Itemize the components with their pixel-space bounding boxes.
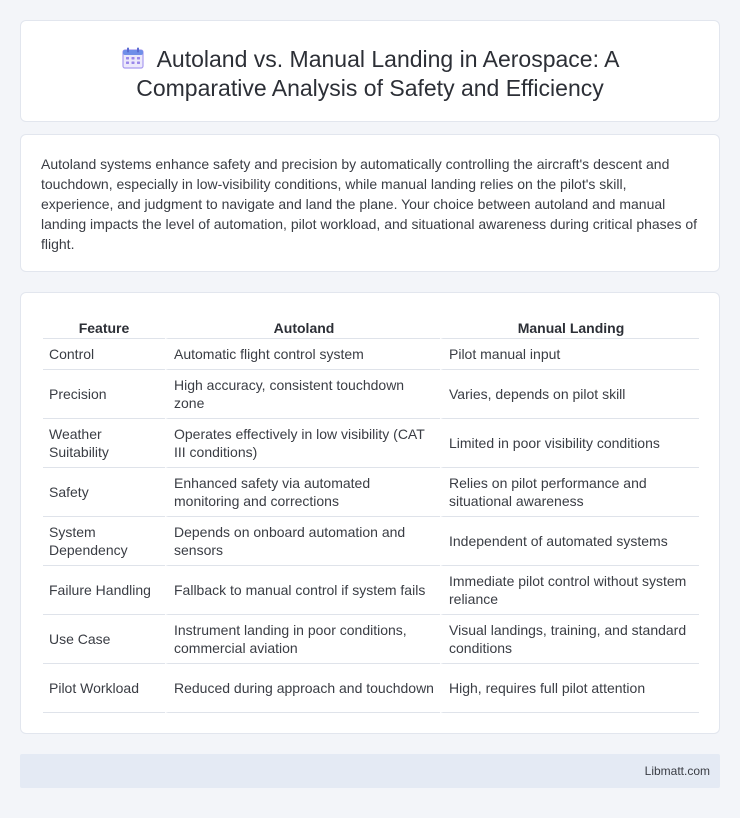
comparison-table — [43, 317, 699, 713]
table-row — [43, 468, 699, 517]
table-row — [43, 370, 699, 419]
table-row — [43, 664, 699, 713]
table-row — [43, 339, 699, 370]
cell-manual: Relies on pilot performance and situational awareness — [440, 468, 699, 517]
cell-autoland: Operates effectively in low visibility (CAT III conditions) — [165, 419, 440, 468]
cell-autoland: Reduced during approach and touchdown — [165, 664, 440, 713]
footer — [20, 754, 720, 788]
cell-feature: Use Case — [43, 615, 165, 664]
cell-manual: Visual landings, training, and standard conditions — [440, 615, 699, 664]
cell-autoland: Instrument landing in poor conditions, commercial aviation — [165, 615, 440, 664]
intro-paragraph: Autoland systems enhance safety and precision by automatically controlling the aircraft's descent and touchdown, especially in low-visibility conditions, while manual landing relies on the pilot's skill, experience, and judgment to navigate and land the plane. Your choice between autoland and manual landing impacts the level of automation, pilot workload, and situational awareness during critical phases of flight. — [41, 156, 698, 252]
cell-feature: Safety — [43, 468, 165, 517]
cell-feature: Pilot Workload — [43, 664, 165, 713]
calendar-icon — [121, 46, 145, 70]
header-feature: Feature — [43, 317, 165, 339]
table-row — [43, 566, 699, 615]
cell-manual: Immediate pilot control without system reliance — [440, 566, 699, 615]
cell-manual: Pilot manual input — [440, 339, 699, 370]
cell-autoland: Enhanced safety via automated monitoring and corrections — [165, 468, 440, 517]
cell-feature: System Dependency — [43, 517, 165, 566]
header-autoland: Autoland — [165, 317, 440, 339]
cell-manual: Varies, depends on pilot skill — [440, 370, 699, 419]
cell-autoland: Depends on onboard automation and sensors — [165, 517, 440, 566]
table-row — [43, 517, 699, 566]
intro-card — [20, 134, 720, 272]
cell-feature: Control — [43, 339, 165, 370]
cell-autoland: High accuracy, consistent touchdown zone — [165, 370, 440, 419]
cell-manual: Limited in poor visibility conditions — [440, 419, 699, 468]
cell-manual: High, requires full pilot attention — [440, 664, 699, 713]
table-row — [43, 615, 699, 664]
comparison-table-card — [20, 292, 720, 734]
header-manual-landing: Manual Landing — [440, 317, 699, 339]
table-row — [43, 419, 699, 468]
page-title-text: Autoland vs. Manual Landing in Aerospace: A Comparative Analysis of Safety and Efficiency — [136, 46, 620, 101]
title-card — [20, 20, 720, 122]
footer-site-link[interactable]: Libmatt.com — [644, 764, 710, 778]
page-title — [61, 45, 679, 103]
cell-feature: Failure Handling — [43, 566, 165, 615]
cell-autoland: Fallback to manual control if system fails — [165, 566, 440, 615]
cell-autoland: Automatic flight control system — [165, 339, 440, 370]
cell-manual: Independent of automated systems — [440, 517, 699, 566]
cell-feature: Weather Suitability — [43, 419, 165, 468]
cell-feature: Precision — [43, 370, 165, 419]
table-header-row — [43, 317, 699, 339]
